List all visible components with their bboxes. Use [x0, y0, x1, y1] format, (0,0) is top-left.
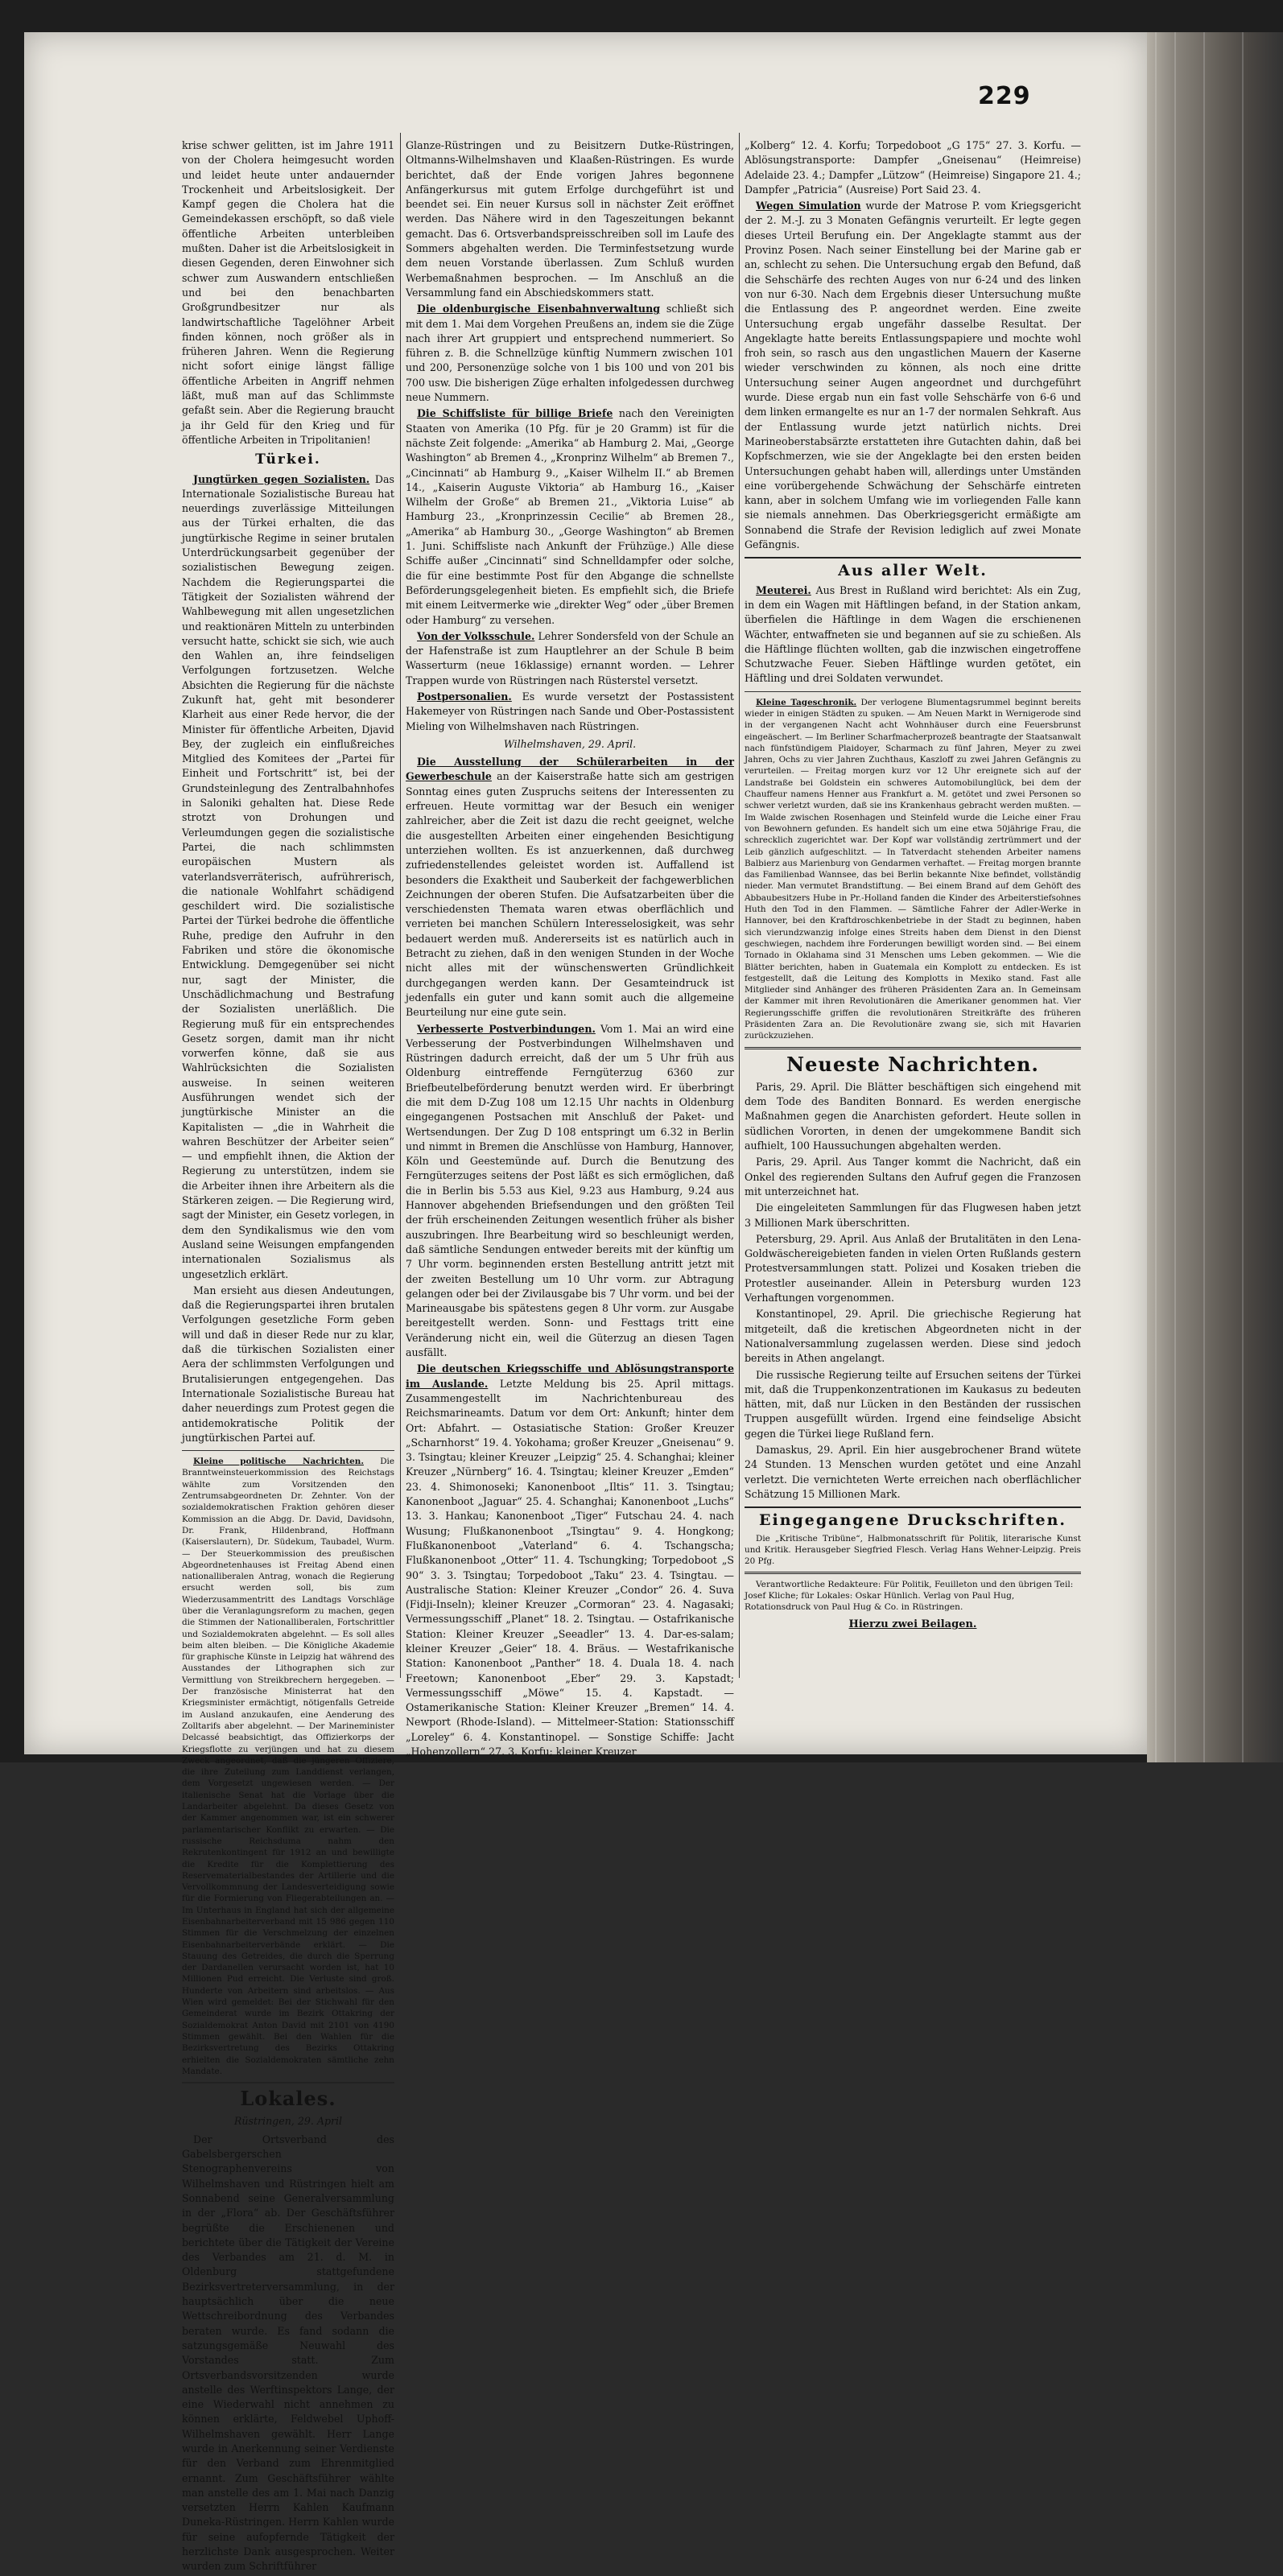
article-text: Vom 1. Mai an wird eine Verbesserung der Postverbindungen Wilhelmshaven und Rüstringen dadurch erreicht, daß der um 5 Uhr früh aus Oldenburg eintreffende Ferngüterzug 6360 zur Briefbeutelbeförderung benutzt werden wird. Er überbringt die mit dem D-Zug 108 um 12.15 Uhr nachts in Oldenburg eingegangenen Postsachen mit Anschluß der Paket- und Wertsendungen. Der Zug D 108 entspringt um 6.32 in Berlin und nimmt in Bremen die Anschlüsse von Hamburg, Hannover, Köln und Geestemünde auf. Durch die Benutzung des Ferngüterzuges seitens der Post läßt es sich ermöglichen, daß die in Berlin bis 5.53 aus Kiel, 9.23 aus Hamburg, 9.24 aus Hannover abgehenden Briefsendungen und den größten Teil der früh erscheinenden Zeitungen wesentlich früher als bisher auszubringen. Ihre Bearbeitung wird so beschleunigt werden, daß sämtliche Sendungen entweder bereits mit der künftig um 7 Uhr vorm. beginnenden ersten Bestellung antritt jetzt mit der zweiten Bestellung um 10 Uhr vorm. zur Abtragung gelangen oder bei der Zivilausgabe bis 7 Uhr vorm. und bei der Marineausgabe bis spätestens gegen 8 Uhr vorm. zur Ausgabe bereitgestellt werden. Sonn- und Festtags tritt eine Veränderung nicht ein, weil die Güterzug an diesen Tagen ausfällt. [406, 1022, 734, 1359]
article-text: Die „Kritische Tribüne“, Halbmonatsschrift für Politik, literarische Kunst und Kritik. Herausgeber Siegfried Flesch. Verlag Hans Wehner-Leipzig. Preis 20 Pfg. [745, 1533, 1081, 1567]
article-subhead: Die deutschen Kriegsschiffe und Ablösungstransporte im Auslande. [406, 1362, 734, 1390]
section-heading-latest: Neueste Nachrichten. [786, 1052, 1039, 1076]
divider [745, 691, 1081, 692]
article-text: Glanze-Rüstringen und zu Beisitzern Dutke-Rüstringen, Oltmanns-Wilhelmshaven und Klaaßen-Rüstringen. Es wurde berichtet, daß der Ende vorigen Jahres begonnene Anfängerkursus mit gutem Erfolge durchgeführt ist und beendet sei. Ein neuer Kursus soll in nächster Zeit eröffnet werden. Das Nähere wird in den Tageszeitungen bekannt gemacht. Das 6. Ortsverbandspreisschreiben soll im Laufe des Sommers abgehalten werden. Die Terminfestsetzung wurde dem neuen Vorstande überlassen. Zum Schluß wurden Werbemaßnahmen besprochen. — Im Anschluß an die Versammlung fand ein Abschiedskommers statt. [406, 139, 734, 299]
article-text: Aus Brest in Rußland wird berichtet: Als ein Zug, in dem ein Wagen mit Häftlingen befand, in der Station ankam, überfielen die Häftlinge in dem Wagen die erschienenen Wächter, entwaffneten sie und begannen auf sie zu schießen. Als die Häftlinge flüchten wollten, gab die inzwischen eingetroffene Schutzwache Feuer. Sieben Häftlinge wurden getötet, ein Häftling und drei Soldaten verwundet. [745, 583, 1081, 685]
article-text: krise schwer gelitten, ist im Jahre 1911 von der Cholera heimgesucht worden und leidet heute unter andauernder Trockenheit und Arbeitslosigkeit. Der Kampf gegen die Cholera hat die Gemeindekassen erschöpft, so daß viele öffentliche Arbeiten unterbleiben mußten. Daher ist die Arbeitslosigkeit in diesen Gegenden, deren Einwohner sich schwer zum Auswandern entschließen und bei den benachbarten Großgrundbesitzer nur als landwirtschaftliche Tagelöhner Arbeit finden können, noch größer als in früheren Jahren. Wenn die Regierung nicht sofort einige längst fällige öffentliche Arbeiten in Angriff nehmen läßt, muß man auf das Schlimmste gefaßt sein. Aber die Regierung braucht ja ihr Geld für den Krieg und für öffentliche Arbeiten in Tripolitanien! [182, 139, 394, 446]
page-number: 229 [978, 82, 1031, 110]
article-text: Es wurde versetzt der Postassistent Hakemeyer von Rüstringen nach Sande und Ober-Postassistent Mieling von Wilhelmshaven nach Rüstringen. [406, 690, 734, 732]
column-3 [745, 138, 1081, 1633]
article-text: Das Internationale Sozialistische Bureau hat neuerdings zuverlässige Mitteilungen aus der Türkei erhalten, die das jungtürkische Regime in seiner brutalen Unterdrückungsarbeit gegenüber der sozialistischen Bewegung zeigen. Nachdem die Regierungspartei die Tätigkeit der Sozialisten während der Wahlbewegung mit allen ungesetzlichen und reaktionären Mitteln zu unterbinden versucht hatte, schickt sie sich, wie auch den Wahlen an, ihre feindseligen Verfolgungen fortzusetzen. Welche Absichten die Regierung für die nächste Zukunft hat, geht mit besonderer Klarheit aus einer Rede hervor, die der Minister für öffentliche Arbeiten, Djavid Bey, der zugleich ein einflußreiches Mitglied des Komitees der „Partei für Einheit und Fortschritt“ ist, bei der Grundsteinlegung des Zentralbahnhofes in Saloniki gehalten hat. Diese Rede strotzt von Drohungen und Verleumdungen gegen die sozialistische Partei, die nach schlimmsten europäischen Mustern als vaterlandsverräterisch, aufrührerisch, die nationale Wohlfahrt schädigend geschildert wird. Die sozialistische Partei der Türkei bedrohe die öffentliche Ruhe, predige den Aufruhr in den Fabriken und störe die ökonomische Entwicklung. Demgegenüber sei nicht nur, sagt der Minister, die Unschädlichmachung und Bestrafung der Sozialisten unerläßlich. Die Regierung muß für ein entsprechendes Gesetz sorgen, damit man ihr nicht vorwerfen könne, daß sie aus Wahlrücksichten die Sozialisten ausweise. In seinen weiteren Ausführungen wendet sich der jungtürkische Minister an die Kapitalisten — „die in Wahrheit die wahren Beschützer der Arbeiter seien“ — und empfiehlt ihnen, die Aktion der Regierung zu unterstützen, indem sie die Arbeiter ihnen ihre Arbeitern als die Stärkeren zeigen. — Die Regierung wird, sagt der Minister, ein Gesetz vorlegen, in dem den Syndikalismus wie den vom Ausland seine Weisungen empfangenden internationalen Sozialismus als ungesetzlich erklärt. [182, 472, 395, 1280]
column-rule-2 [739, 133, 740, 1678]
article-text: Der Ortsverband des Gabelsbergerschen Stenographenvereins von Wilhelmshaven und Rüstringen hielt am Sonnabend seine Generalversammlung in der „Flora“ ab. Der Geschäftsführer begrüßte die Erschienenen und berichtete über die Tätigkeit der Vereine des Verbandes am 21. d. M. in Oldenburg stattgefundene Bezirksvertreterversammlung, in der hauptsächlich über die neue Wettschreibordnung des Verbandes beraten wurde. Es fand sodann die satzungsgemäße Neuwahl des Vorstandes statt. Zum Ortsverbandsvorsitzenden wurde anstelle des Werftinspektors Lange, der eine Wiederwahl nicht annehmen zu können erklärte, Feldwebel Uphoff-Wilhelmshaven gewählt. Herr Lange wurde in Anerkennung seiner Verdienste für den Verband zum Ehrenmitglied ernannt. Zum Geschäftsführer wählte man anstelle des am 1. Mai nach Danzig versetzten Herrn Kahlen Kaufmann Duneka-Rüstringen. Herrn Kahlen wurde für seine aufopfernde Tätigkeit der herzlichste Dank ausgesprochen. Weiter wurden zum Schriftführer [182, 2133, 394, 2573]
article-text: Konstantinopel, 29. April. Die griechische Regierung hat mitgeteilt, daß die kretischen Abgeordneten nicht in der Nationalversammlung zugelassen werden. Diese sind jedoch bereits in Athen angelangt. [745, 1308, 1081, 1365]
divider [745, 1047, 1081, 1049]
article-subhead: Die Schiffsliste für billige Briefe [417, 407, 613, 420]
article-text: schließt sich mit dem 1. Mai dem Vorgehen Preußens an, indem sie die Züge nach ihrer Art gruppiert und entsprechend nummeriert. So führen z. B. die Schnellzüge künftig Nummern zwischen 101 und 200, Personenzüge solche von 1 bis 100 und von 201 bis 700 usw. Die bisherigen Züge erhalten infolgedessen durchweg neue Nummern. [406, 303, 734, 404]
article-text: wurde der Matrose P. vom Kriegsgericht der 2. M.-J. zu 3 Monaten Gefängnis verurteilt. Er legte gegen dieses Urteil Berufung ein. Der Angeklagte stammt aus der Provinz Posen. Nach seiner Einstellung bei der Marine gab er an, schlecht zu sehen. Die Untersuchung ergab den Befund, daß die Sehschärfe des rechten Auges von nur 6-24 und des linken von nur 6-30. Nach dem Ergebnis dieser Untersuchung mußte die Entlassung des P. angeordnet werden. Eine zweite Untersuchung ergab ungefähr dasselbe Resultat. Der Angeklagte hatte bereits Entlassungspapiere und mochte wohl froh sein, so rasch aus den ungastlichen Mauern der Kaserne wieder verschwinden zu können, als noch eine dritte Untersuchung seiner Augen angeordnet und durchgeführt wurde. Diese ergab nun ein fast volle Sehschärfe von 6-6 und dem linken ermangelte es nur an 1-7 der normalen Sehkraft. Aus der Entlassung wurde jetzt natürlich nichts. Drei Marineoberstabsärzte erstatteten ihre Gutachten dahin, daß bei Kopfschmerzen, wie sie der Angeklagte bei den ersten beiden Untersuchungen gehabt haben will, allerdings unter Umständen eine vorübergehende Schwächung der Sehschärfe eintreten kann, aber in solchem Umfang wie im vorliegenden Falle kann sie niemals annehmen. Das Oberkriegsgericht ermäßigte am Sonnabend die Strafe der Revision lediglich auf zwei Monate Gefängnis. [745, 200, 1081, 551]
book-binding [1147, 32, 1283, 1762]
imprint: Verantwortliche Redakteure: Für Politik, Feuilleton und den übrigen Teil: Josef Kliche; für Lokales: Oskar Hünlich. Verlag von Paul Hug, Rotationsdruck von Paul Hug & Co. in Rüstringen. [745, 1580, 1074, 1613]
article-text: Paris, 29. April. Die Blätter beschäftigen sich eingehend mit dem Tode des Banditen Bonnard. Es werden energische Maßnahmen gegen die Anarchisten gefordert. Heute sollen in südlichen Vororten, in denen der umgekommene Bandit sich aufhielt, 100 Haussuchungen abgehalten werden. [745, 1080, 1081, 1152]
footer-note: Hierzu zwei Beilagen. [848, 1618, 977, 1631]
article-text: Man ersieht aus diesen Andeutungen, daß die Regierungspartei ihren brutalen Verfolgungen gesetzliche Form geben will und daß in dieser Rede nur zu klar, daß die türkischen Sozialisten einer Aera der schlimmsten Verfolgungen und Brutalisierungen entgegengehen. Das Internationale Sozialistische Bureau hat daher neuerdings zum Protest gegen die antidemokratische Politik der jungtürkischen Partei auf. [182, 1284, 394, 1444]
article-text: Petersburg, 29. April. Aus Anlaß der Brutalitäten in den Lena-Goldwäschereigebieten fanden in vielen Orten Rußlands gestern Protestversammlungen statt. Polizei und Kosaken trieben die Protestler auseinander. Allein in Petersburg wurden 123 Verhaftungen vorgenommen. [745, 1232, 1081, 1304]
article-text: Lehrer Sondersfeld von der Schule an der Hafenstraße ist zum Hauptlehrer an der Schule B beim Wasserturm (neue 16klassige) ernannt worden. — Lehrer Trappen wurde von Rüstringen nach Rüsterstel versetzt. [406, 629, 734, 686]
article-subhead: Wegen Simulation [756, 200, 861, 212]
divider [182, 2082, 394, 2083]
divider [182, 1450, 394, 1451]
article-subhead: Postpersonalien. [417, 690, 512, 703]
article-text: Die eingeleiteten Sammlungen für das Flugwesen haben jetzt 3 Millionen Mark überschritten. [745, 1201, 1081, 1229]
article-text: Letzte Meldung bis 25. April mittags. Zusammengestellt im Nachrichtenbureau des Reichsmarineamts. Datum vor dem Ort: Ankunft; hinter dem Ort: Abfahrt. — Ostasiatische Station: Großer Kreuzer „Scharnhorst“ 19. 4. Yokohama; großer Kreuzer „Gneisenau“ 9. 3. Tsingtau; kleiner Kreuzer „Leipzig“ 25. 4. Schanghai; kleiner Kreuzer „Nürnberg“ 16. 4. Tsingtau; kleiner Kreuzer „Emden“ 23. 4. Shimonoseki; Kanonenboot „Iltis“ 11. 3. Tsingtau; Kanonenboot „Jaguar“ 25. 4. Schanghai; Kanonenboot „Luchs“ 13. 3. Hankau; Kanonenboot „Tiger“ Futschau 24. 4. nach Wusung; Flußkanonenboot „Tsingtau“ 9. 4. Hongkong; Flußkanonenboot „Vaterland“ 6. 4. Tschangscha; Flußkanonenboot „Otter“ 11. 4. Tschungking; Torpedoboot „S 90“ 3. 3. Tsingtau; Torpedoboot „Taku“ 23. 4. Tsingtau. — Australische Station: Kleiner Kreuzer „Condor“ 26. 4. Suva (Fidji-Inseln); kleiner Kreuzer „Cormoran“ 23. 4. Nagasaki; Vermessungsschiff „Planet“ 18. 2. Tsingtau. — Ostafrikanische Station: Kleiner Kreuzer „Seeadler“ 13. 4. Dar-es-salam; kleiner Kreuzer „Geier“ 18. 4. Bräus. — Westafrikanische Station: Kanonenboot „Panther“ 18. 4. Duala 18. 4. nach Freetown; Kanonenboot „Eber“ 29. 3. Kapstadt; Vermessungsschiff „Möwe“ 15. 4. Kapstadt. — Ostamerikanische Station: Kleiner Kreuzer „Bremen“ 14. 4. Newport (Rhode-Island). — Mittelmeer-Station: Stationsschiff „Loreley“ 6. 4. Konstantinopel. — Sonstige Schiffe: Jacht „Hohenzollern“ 27. 3. Korfu; kleiner Kreuzer [406, 1377, 734, 1758]
divider [745, 1572, 1081, 1574]
article-text: Die russische Regierung teilte auf Ersuchen seitens der Türkei mit, daß die Truppenkonzentrationen im Kaukasus zu bedeuten hätten, mit, daß nur Lücken in den Beständen der russischen Truppen ausgefüllt würden. Irgend eine feindselige Absicht gegen die Türkei liege Rußland fern. [745, 1368, 1081, 1440]
article-text: Paris, 29. April. Aus Tanger kommt die Nachricht, daß ein Onkel des regierenden Sultans den Aufruf gegen die Franzosen mit unterzeichnet hat. [745, 1156, 1081, 1197]
article-text: Der verlogene Blumentagsrummel beginnt bereits wieder in einigen Städten zu spuken. — Am Neuen Markt in Wernigerode sind in der vergangenen Nacht acht Wohnhäuser durch eine Feuersbrunst eingeäschert. — Im Berliner Scharfmacherprozeß beantragte der Staatsanwalt nach fünfstündigem Plaidoyer, Scharmach zu fünf Jahren, Meyer zu zwei Jahren, Ochs zu vier Jahren Zuchthaus, Kaszloff zu zwei Jahren Gefängnis zu verurteilen. — Freitag morgen kurz vor 12 Uhr ereignete sich auf der Landstraße bei Goldstein ein schweres Automobilunglück, bei dem der Chauffeur namens Henner aus Frankfurt a. M. getötet und zwei Personen so schwer verletzt wurden, daß sie ins Krankenhaus gebracht werden mußten. — Im Walde zwischen Rosenhagen und Steinfeld wurde die Leiche einer Frau von Bewohnern gefunden. Es handelt sich um eine etwa 50jährige Frau, die schrecklich zugerichtet war. Der Kopf war vollständig zertrümmert und der Leib gänzlich aufgeschlitzt. — In Tatverdacht stehenden Arbeiter namens Balbierz aus Marienburg von Gendarmen verhaftet. — Freitag morgen brannte das Familienbad Wannsee, das bei Berlin bekannte Nixe befindet, vollständig nieder. Man vermutet Brandstiftung. — Bei einem Brand auf dem Gehöft des Abbaubesitzers Hube in Pr.-Holland fanden die Kinder des Arbeiterstiefsohnes Huth den Tod in den Flammen. — Sämtliche Fahrer der Adler-Werke in Hannover, bei den Kraftdroschkenbetriebe in der Stadt zu beginnen, haben sich vierundzwanzig infolge eines Streits haben dem Dienst in den Dienst geschwiegen, nachdem ihre Forderungen bewilligt worden sind. — Bei einem Tornado in Oklahama sind 31 Menschen ums Leben gekommen. — Wie die Blätter berichten, haben in Guatemala ein Komplott zu entdecken. Es ist festgestellt, daß die Leitung des Komplotts in Mexiko stand. Fast alle Mitglieder sind Anhänger des früheren Präsidenten Zara an. In Gemeinsam der Kammer mit ihren Revolutionären die Amerikaner genommen hat. Vier Regierungsschiffe griffen die revolutionären Streitkräfte des früheren Präsidenten Zara an. Die Revolutionäre zwang sie, sich mit Havarien zurückzuziehen. [745, 697, 1082, 1041]
article-subhead: Die oldenburgische Eisenbahnverwaltung [417, 303, 661, 315]
divider [745, 1506, 1081, 1508]
article-subhead: Von der Volksschule. [417, 629, 535, 642]
dateline: Wilhelmshaven, 29. April. [503, 737, 637, 750]
column-2 [406, 138, 734, 1761]
divider [745, 557, 1081, 558]
section-heading-lokales: Lokales. [240, 2087, 336, 2111]
article-subhead: Verbesserte Postverbindungen. [417, 1022, 596, 1035]
article-text: nach den Vereinigten Staaten von Amerika (10 Pfg. für je 20 Gramm) ist für die nächste Zeit folgende: „Amerika“ ab Hamburg 2. Mai, „George Washington“ ab Bremen 4., „Kronprinz Wilhelm“ ab Bremen 7., „Cincinnati“ ab Hamburg 9., „Kaiser Wilhelm II.“ ab Bremen 14., „Kaiserin Auguste Viktoria“ ab Hamburg 16., „Kaiser Wilhelm der Große“ ab Bremen 21., „Viktoria Luise“ ab Hamburg 23., „Kronprinzessin Cecilie“ ab Bremen 28., „Amerika“ ab Hamburg 30., „George Washington“ ab Bremen 1. Juni. Schiffsliste nach Ankunft der Frühzüge.) Alle diese Schiffe außer „Cincinnati“ sind Schnelldampfer oder solche, die für eine bestimmte Post für den Abgange die schnellste Beförderungsgelegenheit bieten. Es empfiehlt sich, die Briefe mit einem Leitvermerke wie „direkter Weg“ oder „über Bremen oder Hamburg“ zu versehen. [406, 407, 734, 626]
article-subhead: Kleine Tageschronik. [756, 697, 857, 707]
article-text: an der Kaiserstraße hatte sich am gestrigen Sonntag eines guten Zuspruchs seitens der Interessenten zu erfreuen. Heute vormittag war der Besuch ein weniger zahlreicher, aber die Zeit ist dazu die recht geeignet, welche die ausgestellten Arbeiten einer eingehenden Besichtigung unterziehen wollten. Es ist anzuerkennen, daß durchweg zufriedenstellendes geleistet worden ist. Auffallend ist besonders die Exaktheit und Sauberkeit der fachgewerblichen Zeichnungen der oberen Stufen. Die Aufsatzarbeiten über die verschiedensten Themata waren etwas oberflächlich und verrieten bei manchen Schülern Interesselosigkeit, was sehr bedauert werden muß. Andererseits ist es natürlich auch in Betracht zu ziehen, daß in den wenigen Stunden in der Woche nicht alles mit der wünschenswerten Gründlichkeit durchgegangen werden kann. Der Gesamteindruck ist jedenfalls ein guter und kann somit auch die allgemeine Beurteilung nur eine gute sein. [406, 770, 734, 1019]
section-heading-world: Aus aller Welt. [838, 562, 988, 580]
article-subhead: Kleine politische Nachrichten. [193, 1457, 364, 1467]
article-text: Die Branntweinsteuerkommission des Reichstags wählte zum Vorsitzenden den Zentrumsabgeordneten Dr. Zehnter. Von der sozialdemokratischen Fraktion gehören dieser Kommission an die Abgg. Dr. David, Davidsohn, Dr. Frank, Hildenbrand, Hoffmann (Kaiserslautern), Dr. Südekum, Taubadel, Wurm. — Der Steuerkommission des preußischen Abgeordnetenhauses ist Freitag Abend einen nationalliberalen Antrag, wonach die Regierung ersucht werden soll, bis zum Wiederzusammentritt des Landtags Vorschläge über die Veranlagungsreform zu machen, gegen die Stimmen der Nationalliberalen, Fortschrittler und Sozialdemokraten abgelehnt. — Es soll alles beim alten bleiben. — Die Königliche Akademie für graphische Künste in Leipzig hat während des Ausstandes der Lithographen sich zur Vermittlung von Streikbrechern hergegeben. — Der französische Ministerrat hat den Kriegsminister ermächtigt, nötigenfalls Getreide im Ausland anzukaufen, eine Aenderung des Zolltarifs aber abgelehnt. — Der Marineminister Delcassé beabsichtigt, das Offizierkorps der Kriegsflotte zu verjüngen und hat zu diesem Zweck angeordnet, daß die jüngeren Offiziere, die ihre Zuteilung zum Landdienst verlangen, dem Vorgesetzt ungewiesen werden. — Der italienische Senat hat die Vorlage über die Landarbeiter abgelehnt. Da dieses Gesetz von der Kammer angenommen war, ist ein schwerer parlamentarischer Konflikt zu erwarten. — Die russische Reichsduma nahm den Rekrutenkontingent für 1912 an und bewilligte die Kredite für die Komplettierung des Reservematerialbestandes der Artillerie und die Vervollkommnung der Landesverteidigung sowie für die Formierung von Fliegerabteilungen an. — Im Unterhaus in England hat sich der allgemeine Eisenbahnarbeiterverband mit 15 986 gegen 110 Stimmen für die Verschmelzung der einzelnen Eisenbahnarbeiterverbände erklärt. — Die Stauung des Getreides, die durch die Sperrung der Dardanellen verursacht worden ist, hat 10 Millionen Pud erreicht. Die Verluste sind groß. Hunderte von Arbeitern sind arbeitslos. — Aus Wien wird gemeldet: Bei der Stichwahl für den Gemeinderat wurde im Bezirk Ottakring der Sozialdemokrat Anton David mit 2101 von 4190 Stimmen gewählt. Bei den Wahlen für die Bezirksvertretung des Bezirks Ottakring erhielten die Sozialdemokraten sämtliche zehn Mandate. [182, 1457, 394, 2076]
article-text: „Kolberg“ 12. 4. Korfu; Torpedoboot „G 175“ 27. 3. Korfu. — Ablösungstransporte: Dampfer „Gneisenau“ (Heimreise) Adelaide 23. 4.; Dampfer „Lützow“ (Heimreise) Singapore 21. 4.; Dampfer „Patricia“ (Ausreise) Port Said 23. 4. [745, 139, 1081, 196]
section-heading-prints: Eingegangene Druckschriften. [759, 1511, 1066, 1530]
article-subhead: Meuterei. [756, 583, 811, 596]
dateline: Rüstringen, 29. April [233, 2115, 343, 2128]
section-heading-turkey: Türkei. [255, 451, 321, 468]
article-subhead: Die Ausstellung der Schülerarbeiten in der Gewerbeschule [406, 756, 734, 783]
column-rule-1 [400, 133, 401, 1678]
article-subhead: Jungtürken gegen Sozialisten. [193, 472, 370, 485]
column-1 [182, 138, 394, 2576]
article-text: Damaskus, 29. April. Ein hier ausgebrochener Brand wütete 24 Stunden. 13 Menschen wurden getötet und eine Anzahl verletzt. Die vernichteten Werte erreichen nach oberflächlicher Schätzung 15 Millionen Mark. [745, 1444, 1081, 1500]
